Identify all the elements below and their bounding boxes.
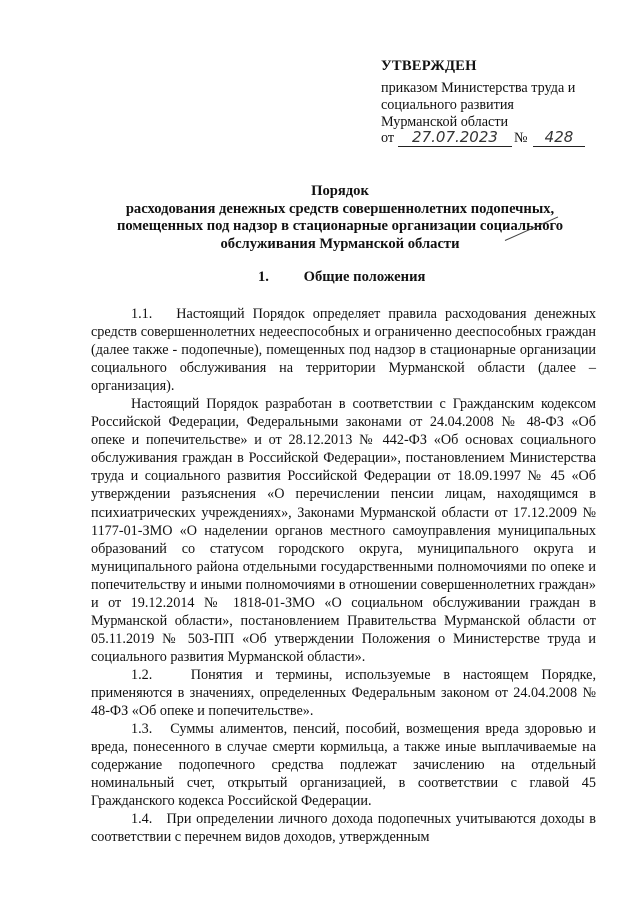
title-line: расходования денежных средств совершеннолетних подопечных, [125,200,555,217]
number-prefix: № [514,130,528,146]
paragraph: Настоящий Порядок разработан в соответствии с Гражданским кодексом Российской Федерации, Федеральными законами от 24.04.2008 № 48-ФЗ «Об опеке и попечительстве» и от 28.12.2013 № 442-ФЗ «Об основах социального обслуживания граждан в Российской Федерации», постановлением Министерства труда и социального развития Российской Федерации от 18.09.1997 № 45 «Об утверждении разъяснения «О перечислении пенсии лицам, находящимся в психиатрических учреждениях», Законами Мурманской области от 17.12.2009 № 1177-01-ЗМО «О наделении органов местного самоуправления муниципальных образований со статусом городского округа, муниципального округа и муниципального района отдельными государственными полномочиями по опеке и попечительству и иными полномочиями в отношении совершеннолетних граждан» и от 19.12.2014 № 1818-01-ЗМО «О социальном обслуживании граждан в Мурманской области», постановлением Правительства Мурманской области от 05.11.2019 № 503-ПП «Об утверждении Положения о Министерстве труда и социального развития Мурманской области». [91,396,596,665]
approval-line: социального развития [381,97,514,113]
paragraph: 1.1. Настоящий Порядок определяет правила расходования денежных средств совершеннолетних недееспособных и ограниченно дееспособных граждан (далее также - подопечные), помещенных под надзор в стационарные организации социального обслуживания на территории Мурманской области (далее – организация). [91,306,596,395]
document-title [80,183,600,253]
section-number: 1. [258,269,269,285]
approval-line: приказом Министерства труда и [381,80,576,96]
handwritten-number: 428 [533,128,585,147]
paragraph: 1.3. Суммы алиментов, пенсий, пособий, возмещения вреда здоровью и вреда, понесенного в случае смерти кормильца, а также иные выплачиваемые на содержание подопечного средства подлежат зачислению на отдельный номинальный счет, открытый организацией, в соответствии с главой 45 Гражданского кодекса Российской Федерации. [91,721,596,810]
approval-date-row [381,130,621,152]
paragraph: 1.2. Понятия и термины, используемые в настоящем Порядке, применяются в значениях, определенных Федеральным законом от 24.04.2008 № 48-ФЗ «Об опеке и попечительстве». [91,666,596,720]
approval-label: УТВЕРЖДЕН [381,58,477,74]
approval-block [381,58,626,131]
approval-line: Мурманской области [381,114,509,130]
date-prefix: от [381,130,395,146]
section-heading [258,269,425,286]
section-title: Общие положения [303,269,426,285]
body-text [91,305,596,846]
title-line: обслуживания Мурманской области [220,235,460,252]
handwritten-date: 27.07.2023 [398,128,512,147]
title-line: помещенных под надзор в стационарные организации социального [116,218,564,234]
title-line: Порядок [311,183,369,199]
paragraph: 1.4. При определении личного дохода подопечных учитываются доходы в соответствии с перечнем видов доходов, утвержденным [91,811,596,846]
